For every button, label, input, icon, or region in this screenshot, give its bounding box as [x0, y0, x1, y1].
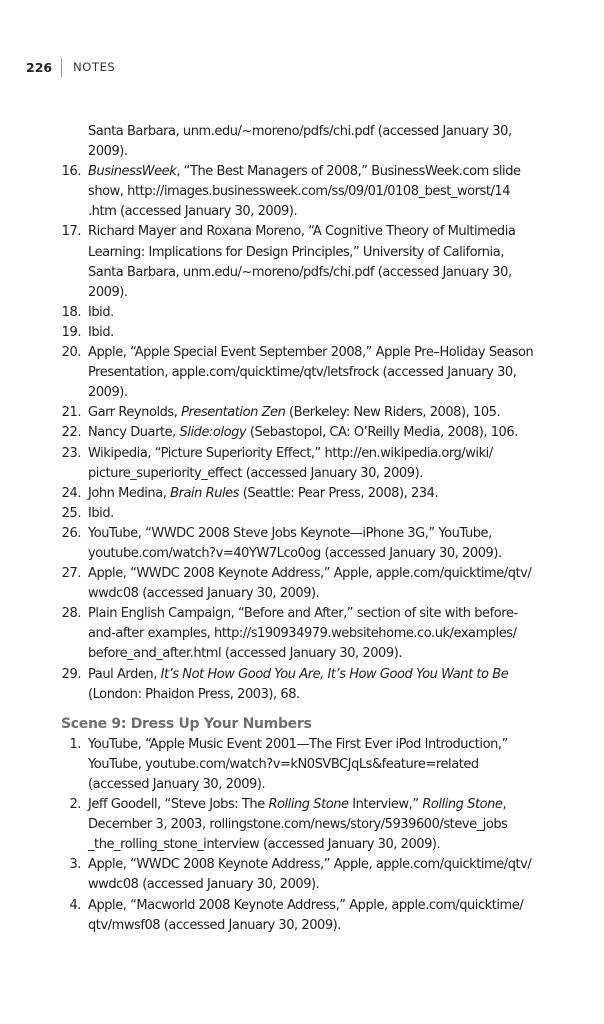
text-run: YouTube, youtube.com/watch?v=kN0SVBCJqLs&feature=related [88, 756, 479, 772]
note-line [88, 835, 556, 855]
note-line [88, 444, 556, 464]
note-line [88, 795, 556, 815]
text-run: Apple, “WWDC 2008 Keynote Address,” Apple, apple.com/quicktime/qtv/ [88, 566, 532, 582]
note-line [88, 604, 556, 624]
text-run: Interview,” [348, 797, 423, 813]
note-text [88, 222, 556, 302]
note-line [88, 222, 556, 242]
text-run: before_and_after.html (accessed January 30, 2009). [88, 646, 403, 662]
note-entry [0, 896, 604, 936]
note-text [88, 444, 556, 484]
note-line [88, 896, 556, 916]
note-text [88, 323, 556, 343]
note-line [88, 363, 556, 383]
note-text [88, 795, 556, 855]
italic-title: Presentation Zen [181, 405, 286, 421]
text-run: 2009). [88, 284, 128, 300]
note-line [88, 755, 556, 775]
notes-body [0, 122, 604, 936]
note-entry [0, 564, 604, 604]
note-entry [0, 222, 604, 302]
text-run: wwdc08 (accessed January 30, 2009). [88, 586, 320, 602]
italic-title: It’s Not How Good You Are, It’s How Good You Want to Be [160, 666, 509, 682]
note-entry [0, 303, 604, 323]
note-text [88, 604, 556, 664]
text-run: Apple, “Macworld 2008 Keynote Address,” Apple, apple.com/quicktime/ [88, 897, 524, 913]
note-entry [0, 323, 604, 343]
text-run: Ibid. [88, 304, 114, 320]
note-text [88, 423, 556, 443]
note-entry [0, 735, 604, 795]
note-number: 16. [61, 164, 81, 180]
note-line [88, 283, 556, 303]
notes-list [0, 162, 604, 705]
note-number: 21. [61, 405, 81, 421]
note-number: 18. [61, 304, 81, 320]
note-line: 2009). [88, 144, 128, 160]
note-number: 28. [61, 606, 81, 622]
note-entry [0, 855, 604, 895]
note-line [88, 584, 556, 604]
text-run: (Berkeley: New Riders, 2008), 105. [285, 405, 501, 421]
note-line [88, 202, 556, 222]
running-header [26, 57, 115, 77]
note-line [88, 423, 556, 443]
text-run: Wikipedia, “Picture Superiority Effect,” http://en.wikipedia.org/wiki/ [88, 445, 493, 461]
note-text [88, 303, 556, 323]
note-number: 29. [61, 666, 81, 682]
text-run: 2009). [88, 385, 128, 401]
note-line [88, 243, 556, 263]
text-run: Plain English Campaign, “Before and After,” section of site with before- [88, 606, 518, 622]
text-run: Garr Reynolds, [88, 405, 182, 421]
note-line [88, 775, 556, 795]
note-line [88, 263, 556, 283]
note-number: 17. [61, 224, 81, 240]
text-run: , “The Best Managers of 2008,” BusinessWeek.com slide [176, 164, 521, 180]
text-run: (London: Phaidon Press, 2003), 68. [88, 686, 300, 702]
note-text [88, 484, 556, 504]
note-line [88, 303, 556, 323]
section-label: NOTES [73, 60, 116, 74]
note-line [88, 504, 556, 524]
note-text [88, 524, 556, 564]
note-text [88, 896, 556, 936]
text-run: YouTube, “WWDC 2008 Steve Jobs Keynote—iPhone 3G,” YouTube, [88, 525, 492, 541]
note-number: 1. [69, 736, 81, 752]
italic-title: Rolling Stone [422, 797, 503, 813]
note-line [88, 544, 556, 564]
note-line [88, 815, 556, 835]
italic-title: Slide:ology [179, 425, 247, 441]
text-run: picture_superiority_effect (accessed January 30, 2009). [88, 465, 423, 481]
note-number: 26. [61, 525, 81, 541]
text-run: youtube.com/watch?v=40YW7Lco0og (accessed January 30, 2009). [88, 545, 502, 561]
header-divider [61, 58, 62, 77]
italic-title: Brain Rules [170, 485, 240, 501]
note-line [88, 182, 556, 202]
note-line [88, 162, 556, 182]
note-entry [0, 403, 604, 423]
note-entry [0, 604, 604, 664]
note-line [88, 644, 556, 664]
text-run: , [502, 797, 507, 813]
note-number: 23. [61, 445, 81, 461]
note-number: 19. [61, 324, 81, 340]
note-line [88, 403, 556, 423]
note-text [88, 403, 556, 423]
note-entry [0, 795, 604, 855]
italic-title: BusinessWeek [88, 164, 177, 180]
note-line [88, 916, 556, 936]
note-entry [0, 444, 604, 484]
text-run: .htm (accessed January 30, 2009). [88, 204, 298, 220]
note-line [88, 343, 556, 363]
text-run: (Seattle: Pear Press, 2008), 234. [239, 485, 439, 501]
text-run: December 3, 2003, rollingstone.com/news/story/5939600/steve_jobs [88, 817, 508, 833]
note-entry [0, 423, 604, 443]
note-line [88, 564, 556, 584]
note-text [88, 665, 556, 705]
text-run: Learning: Implications for Design Principles,” University of California, [88, 244, 504, 260]
note-number: 20. [61, 345, 81, 361]
text-run: Presentation, apple.com/quicktime/qtv/letsfrock (accessed January 30, [88, 365, 517, 381]
note-text [88, 504, 556, 524]
note-text [88, 343, 556, 403]
note-entry [0, 504, 604, 524]
text-run: and-after examples, http://s190934979.websitehome.co.uk/examples/ [88, 626, 517, 642]
text-run: Paul Arden, [88, 666, 161, 682]
note-number: 4. [69, 897, 81, 913]
note-entry [0, 162, 604, 222]
note-text [88, 735, 556, 795]
text-run: qtv/mwsf08 (accessed January 30, 2009). [88, 917, 341, 933]
page-number: 226 [26, 59, 53, 75]
note-line [88, 665, 556, 685]
text-run: Ibid. [88, 505, 114, 521]
text-run: Apple, “Apple Special Event September 2008,” Apple Pre–Holiday Season [88, 345, 534, 361]
note-line [88, 383, 556, 403]
note-number: 3. [69, 857, 81, 873]
text-run: Jeff Goodell, “Steve Jobs: The [88, 797, 269, 813]
text-run: _the_rolling_stone_interview (accessed January 30, 2009). [88, 837, 441, 853]
text-run: YouTube, “Apple Music Event 2001—The First Ever iPod Introduction,” [88, 736, 508, 752]
note-line [88, 484, 556, 504]
note-line [88, 875, 556, 895]
note-line [88, 685, 556, 705]
note-line [88, 524, 556, 544]
note-line [88, 464, 556, 484]
note-number: 24. [61, 485, 81, 501]
italic-title: Rolling Stone [268, 797, 349, 813]
text-run: Richard Mayer and Roxana Moreno, “A Cognitive Theory of Multimedia [88, 224, 516, 240]
note-text [88, 564, 556, 604]
note-text [88, 162, 556, 222]
text-run: wwdc08 (accessed January 30, 2009). [88, 877, 320, 893]
text-run: Apple, “WWDC 2008 Keynote Address,” Apple, apple.com/quicktime/qtv/ [88, 857, 532, 873]
note-number: 2. [69, 797, 81, 813]
note-entry [0, 665, 604, 705]
note-line: Santa Barbara, unm.edu/~moreno/pdfs/chi.pdf (accessed January 30, [88, 124, 512, 139]
text-run: Ibid. [88, 324, 114, 340]
scene-heading: Scene 9: Dress Up Your Numbers [61, 715, 312, 732]
text-run: show, http://images.businessweek.com/ss/09/01/0108_best_worst/14 [88, 184, 511, 200]
note-entry [0, 343, 604, 403]
note-entry [0, 484, 604, 504]
text-run: Nancy Duarte, [88, 425, 180, 441]
text-run: (Sebastopol, CA: O’Reilly Media, 2008), 106. [246, 425, 518, 441]
note-line [88, 624, 556, 644]
scene9-notes-list [0, 735, 604, 936]
text-run: John Medina, [88, 485, 171, 501]
note-entry [0, 524, 604, 564]
note-text [88, 855, 556, 895]
note-continuation [88, 122, 556, 162]
note-number: 25. [61, 505, 81, 521]
text-run: Santa Barbara, unm.edu/~moreno/pdfs/chi.pdf (accessed January 30, [88, 264, 512, 280]
note-line [88, 323, 556, 343]
text-run: (accessed January 30, 2009). [88, 777, 266, 792]
note-line [88, 735, 556, 755]
note-number: 27. [61, 566, 81, 582]
note-line [88, 855, 556, 875]
note-number: 22. [61, 425, 81, 441]
